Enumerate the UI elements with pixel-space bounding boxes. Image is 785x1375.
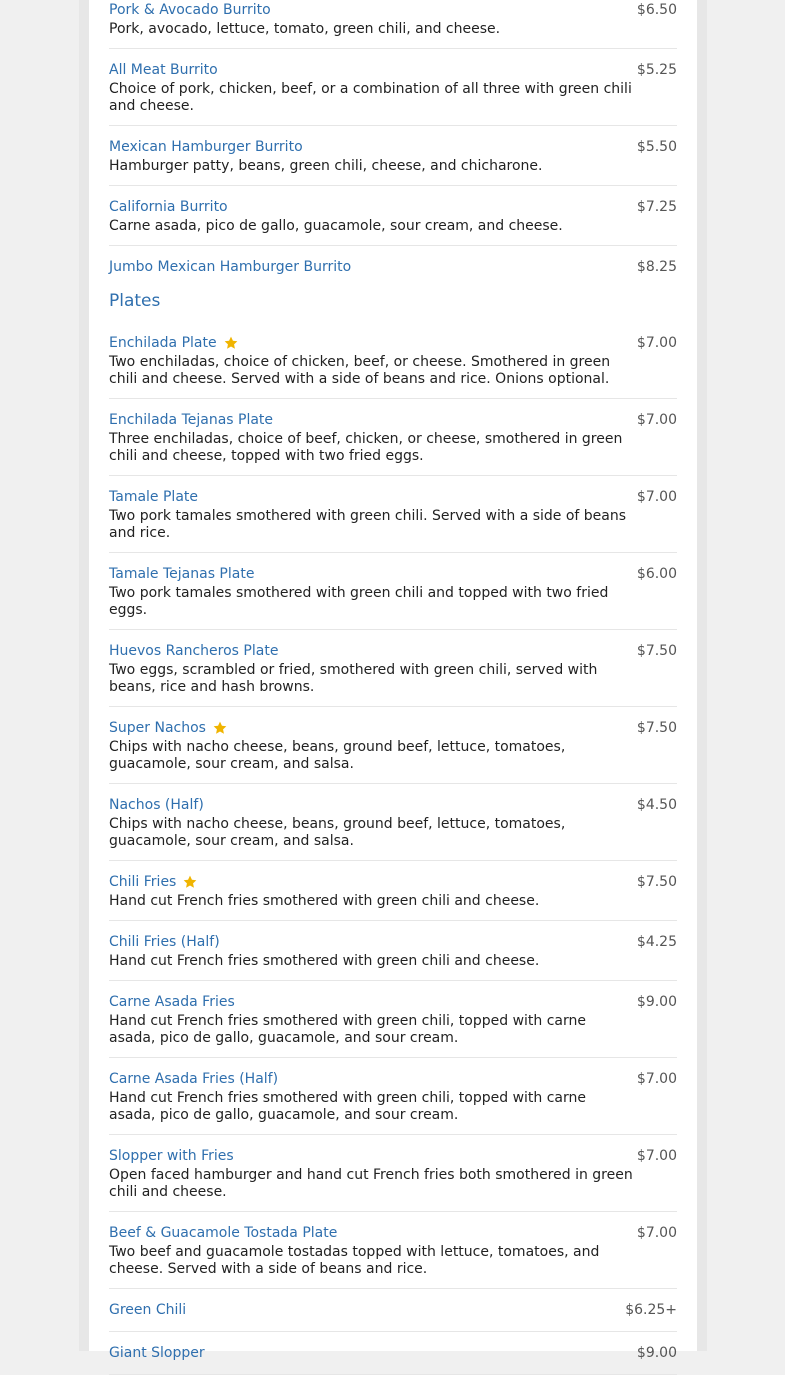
menu-item [109,0,677,49]
burrito-list [109,0,677,288]
menu-item-price: $5.50 [636,139,677,155]
menu-item-name-text: Super Nachos [109,720,206,736]
menu-item-name-text: Jumbo Mexican Hamburger Burrito [109,259,352,275]
menu-item-header [109,640,677,662]
menu-item-name[interactable] [109,1222,337,1244]
menu-item-description: Two eggs, scrambled or fried, smothered with green chili, served with beans, rice and hash browns. [109,662,598,695]
menu-item-name-text: Tamale Plate [109,489,198,505]
menu-item-name[interactable] [109,1342,205,1364]
menu-item-description: Hamburger patty, beans, green chili, cheese, and chicharone. [109,158,543,174]
menu-item-price: $4.25 [636,934,677,950]
menu-item-name[interactable] [109,486,198,508]
menu-item-description: Chips with nacho cheese, beans, ground beef, lettuce, tomatoes, guacamole, sour cream, and salsa. [109,739,566,772]
menu-item-price: $6.25+ [625,1302,677,1318]
menu-item-name-text: Tamale Tejanas Plate [109,566,255,582]
menu-item-name-text: Green Chili [109,1302,187,1318]
menu-item-name-text: California Burrito [109,199,228,215]
menu-content [109,0,677,1375]
menu-item-price: $7.00 [636,1071,677,1087]
menu-item-header [109,1068,677,1090]
menu-item-header [109,486,677,508]
menu-item-header [109,563,677,585]
menu-item [109,861,677,921]
menu-item-header [109,717,677,739]
menu-item [109,707,677,784]
menu-item [109,322,677,399]
menu-item [109,630,677,707]
menu-item-name-text: Chili Fries [109,874,177,890]
menu-item-name-text: Carne Asada Fries [109,994,235,1010]
menu-item-price: $7.00 [636,489,677,505]
menu-item-description: Choice of pork, chicken, beef, or a combination of all three with green chili and cheese. [109,81,632,114]
menu-item-header [109,794,677,816]
menu-item [109,49,677,126]
menu-item [109,981,677,1058]
menu-item [109,186,677,246]
menu-item-name[interactable] [109,640,278,662]
menu-item-price: $7.50 [636,643,677,659]
menu-item-name-text: Pork & Avocado Burrito [109,2,271,18]
menu-item-name-text: Carne Asada Fries (Half) [109,1071,279,1087]
menu-item-name[interactable] [109,59,218,81]
menu-item-name-text: Beef & Guacamole Tostada Plate [109,1225,338,1241]
star-icon [223,335,239,351]
menu-item-description: Carne asada, pico de gallo, guacamole, sour cream, and cheese. [109,218,563,234]
menu-item-price: $7.00 [636,1225,677,1241]
menu-item-price: $7.00 [636,1148,677,1164]
menu-item-name[interactable] [109,0,271,21]
menu-item-name-text: Huevos Rancheros Plate [109,643,279,659]
menu-item-header [109,332,677,354]
menu-item [109,1058,677,1135]
menu-item-name[interactable] [109,717,228,739]
menu-item-price: $6.00 [636,566,677,582]
menu-item-name[interactable] [109,1299,186,1321]
menu-item-header [109,0,677,21]
menu-item-price: $4.50 [636,797,677,813]
menu-item-price: $7.25 [636,199,677,215]
menu-item-header [109,196,677,218]
menu-item [109,1332,677,1375]
menu-item-header [109,931,677,953]
menu-item-name[interactable] [109,409,273,431]
menu-item [109,553,677,630]
menu-item-header [109,991,677,1013]
menu-item-header [109,136,677,158]
menu-item-description: Hand cut French fries smothered with green chili, topped with carne asada, pico de gallo, guacamole, and sour cream. [109,1013,586,1046]
star-icon [182,874,198,890]
menu-item-header [109,1299,677,1321]
menu-item [109,1212,677,1289]
menu-item-price: $7.00 [636,412,677,428]
menu-item-description: Two enchiladas, choice of chicken, beef, or cheese. Smothered in green chili and cheese. Served with a side of beans and rice. Onions optional. [109,354,611,387]
menu-item-name-text: Slopper with Fries [109,1148,234,1164]
menu-item-price: $6.50 [636,2,677,18]
menu-item-price: $5.25 [636,62,677,78]
menu-item-name-text: All Meat Burrito [109,62,218,78]
menu-item-name[interactable] [109,871,198,893]
menu-item-description: Two pork tamales smothered with green chili. Served with a side of beans and rice. [109,508,627,541]
menu-item-price: $7.00 [636,335,677,351]
menu-item-name[interactable] [109,1145,234,1167]
menu-item-name[interactable] [109,991,235,1013]
menu-item-name[interactable] [109,136,303,158]
menu-item-name-text: Enchilada Tejanas Plate [109,412,274,428]
menu-item-description: Hand cut French fries smothered with green chili, topped with carne asada, pico de gallo, guacamole, and sour cream. [109,1090,586,1123]
menu-item-name[interactable] [109,794,204,816]
menu-item-name-text: Giant Slopper [109,1345,205,1361]
menu-item-name[interactable] [109,332,239,354]
menu-item-name[interactable] [109,563,254,585]
menu-item-description: Two pork tamales smothered with green chili and topped with two fried eggs. [109,585,609,618]
menu-item-price: $7.50 [636,874,677,890]
menu-item [109,476,677,553]
menu-item-header [109,256,677,278]
menu-item [109,921,677,981]
star-icon [212,720,228,736]
menu-item [109,399,677,476]
menu-item-description: Hand cut French fries smothered with green chili and cheese. [109,953,540,969]
menu-item-header [109,871,677,893]
menu-item-header [109,59,677,81]
menu-item-description: Three enchiladas, choice of beef, chicken, or cheese, smothered in green chili and cheese, topped with two fried eggs. [109,431,623,464]
menu-item-name-text: Nachos (Half) [109,797,204,813]
menu-item-name-text: Enchilada Plate [109,335,217,351]
menu-item [109,246,677,288]
menu-item [109,126,677,186]
section-title-plates: Plates [109,291,161,311]
menu-item-price: $8.25 [636,259,677,275]
menu-item [109,784,677,861]
menu-item-header [109,1342,677,1364]
menu-item-name-text: Mexican Hamburger Burrito [109,139,303,155]
menu-item-description: Two beef and guacamole tostadas topped with lettuce, tomatoes, and cheese. Served with a side of beans and rice. [109,1244,600,1277]
menu-item-name[interactable] [109,931,220,953]
menu-item [109,1289,677,1332]
menu-item-name[interactable] [109,256,351,278]
menu-item-name[interactable] [109,196,228,218]
menu-item-price: $9.00 [636,1345,677,1361]
menu-item-description: Hand cut French fries smothered with green chili and cheese. [109,893,540,909]
menu-item-description: Pork, avocado, lettuce, tomato, green chili, and cheese. [109,21,501,37]
plate-list [109,322,677,1375]
menu-item-description: Chips with nacho cheese, beans, ground beef, lettuce, tomatoes, guacamole, sour cream, and salsa. [109,816,566,849]
menu-item [109,1135,677,1212]
menu-item-header [109,1222,677,1244]
menu-item-description: Open faced hamburger and hand cut French fries both smothered in green chili and cheese. [109,1167,633,1200]
menu-item-name-text: Chili Fries (Half) [109,934,220,950]
menu-item-name[interactable] [109,1068,278,1090]
menu-item-header [109,1145,677,1167]
menu-item-price: $9.00 [636,994,677,1010]
menu-item-header [109,409,677,431]
menu-item-price: $7.50 [636,720,677,736]
